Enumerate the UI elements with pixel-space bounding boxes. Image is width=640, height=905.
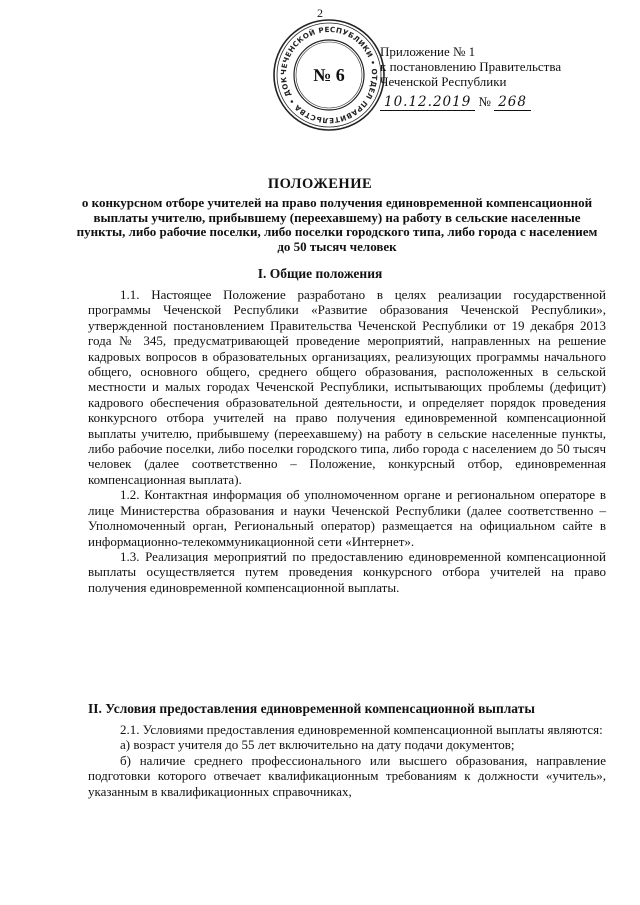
- annex-block: [380, 44, 561, 110]
- annex-date: 10.12.2019: [380, 94, 475, 111]
- paragraph-2-1-b: б) наличие среднего профессионального или высшего образования, направление подготовки которого отвечает квалификационным требованиям к должности «учитель», указанным в квалификационных справочниках,: [88, 752, 606, 799]
- paragraph-2-1-a: а) возраст учителя до 55 лет включительно на дату подачи документов;: [120, 737, 515, 753]
- seal-ring-text: ЧЕЧЕНСКОЙ РЕСПУБЛИКИ • ОТДЕЛ ПРАВИТЕЛЬСТВА • ДОК: [278, 24, 380, 126]
- paragraph-2-1: 2.1. Условиями предоставления единовременной компенсационной выплаты являются:: [120, 722, 603, 737]
- official-seal: [272, 18, 386, 132]
- page-number: 2: [317, 6, 323, 20]
- section-2-body: [88, 722, 606, 799]
- section-1-body: [88, 287, 606, 595]
- section-2-heading: II. Условия предоставления единовременной компенсационной выплаты: [88, 701, 535, 716]
- annex-line-3: Чеченской Республики: [380, 74, 507, 89]
- paragraph-1-3: 1.3. Реализация мероприятий по предоставлению единовременной компенсационной выплаты осуществляется путем проведения конкурсного отбора учителей на право получения единовременной компенсационной выплаты.: [88, 548, 606, 595]
- seal-stamp-icon: [272, 18, 386, 132]
- annex-line-1: Приложение № 1: [380, 44, 476, 59]
- paragraph-1-1: 1.1. Настоящее Положение разработано в целях реализации государственной программы Чеченской Республики «Развитие образования Чеченской Республики», утвержденной постановлением Правительства Чеченской Республики от 19 декабря 2013 года № 345, предусматривающей проведение мероприятий, направленных на решение кадровых вопросов в образовательных организациях, реализующих программы начального общего, основного общего, среднего общего образования, расположенных в сельской местности и малых городах Чеченской Республики, испытывающих проблемы (дефицит) кадрового обеспечения образовательной деятельности, и определяет порядок проведения конкурсного отбора учителей на право получения единовременной компенсационной выплаты учителю, прибывшему (переехавшему) на работу в сельские населенные пункты, либо рабочие поселки, либо поселки городского типа, либо города с населением до 50 тысяч человек (далее соответственно – Положение, конкурсный отбор, единовременная компенсационная выплата).: [88, 287, 606, 487]
- annex-line-2: к постановлению Правительства: [380, 59, 562, 74]
- document-subtitle: о конкурсном отборе учителей на право получения единовременной компенсационной выплаты учителю, прибывшему (переехавшему) на работу в сельские населенные пункты, либо рабочие поселки, либо поселки городского типа, либо города с населением до 50 тысяч человек: [76, 195, 598, 254]
- seal-number: № 6: [313, 65, 345, 85]
- annex-number-prefix: №: [478, 94, 491, 109]
- paragraph-1-2: 1.2. Контактная информация об уполномоченном органе и региональном операторе в лице Министерства образования и науки Чеченской Республики (далее соответственно – Уполномоченный орган, Региональный оператор) размещается на официальном сайте в информационно-телекоммуникационной сети «Интернет».: [88, 487, 606, 549]
- document-title: ПОЛОЖЕНИЕ: [267, 176, 373, 192]
- section-1-heading: I. Общие положения: [257, 266, 383, 281]
- annex-number: 268: [494, 94, 531, 111]
- annex-date-number: [380, 94, 561, 110]
